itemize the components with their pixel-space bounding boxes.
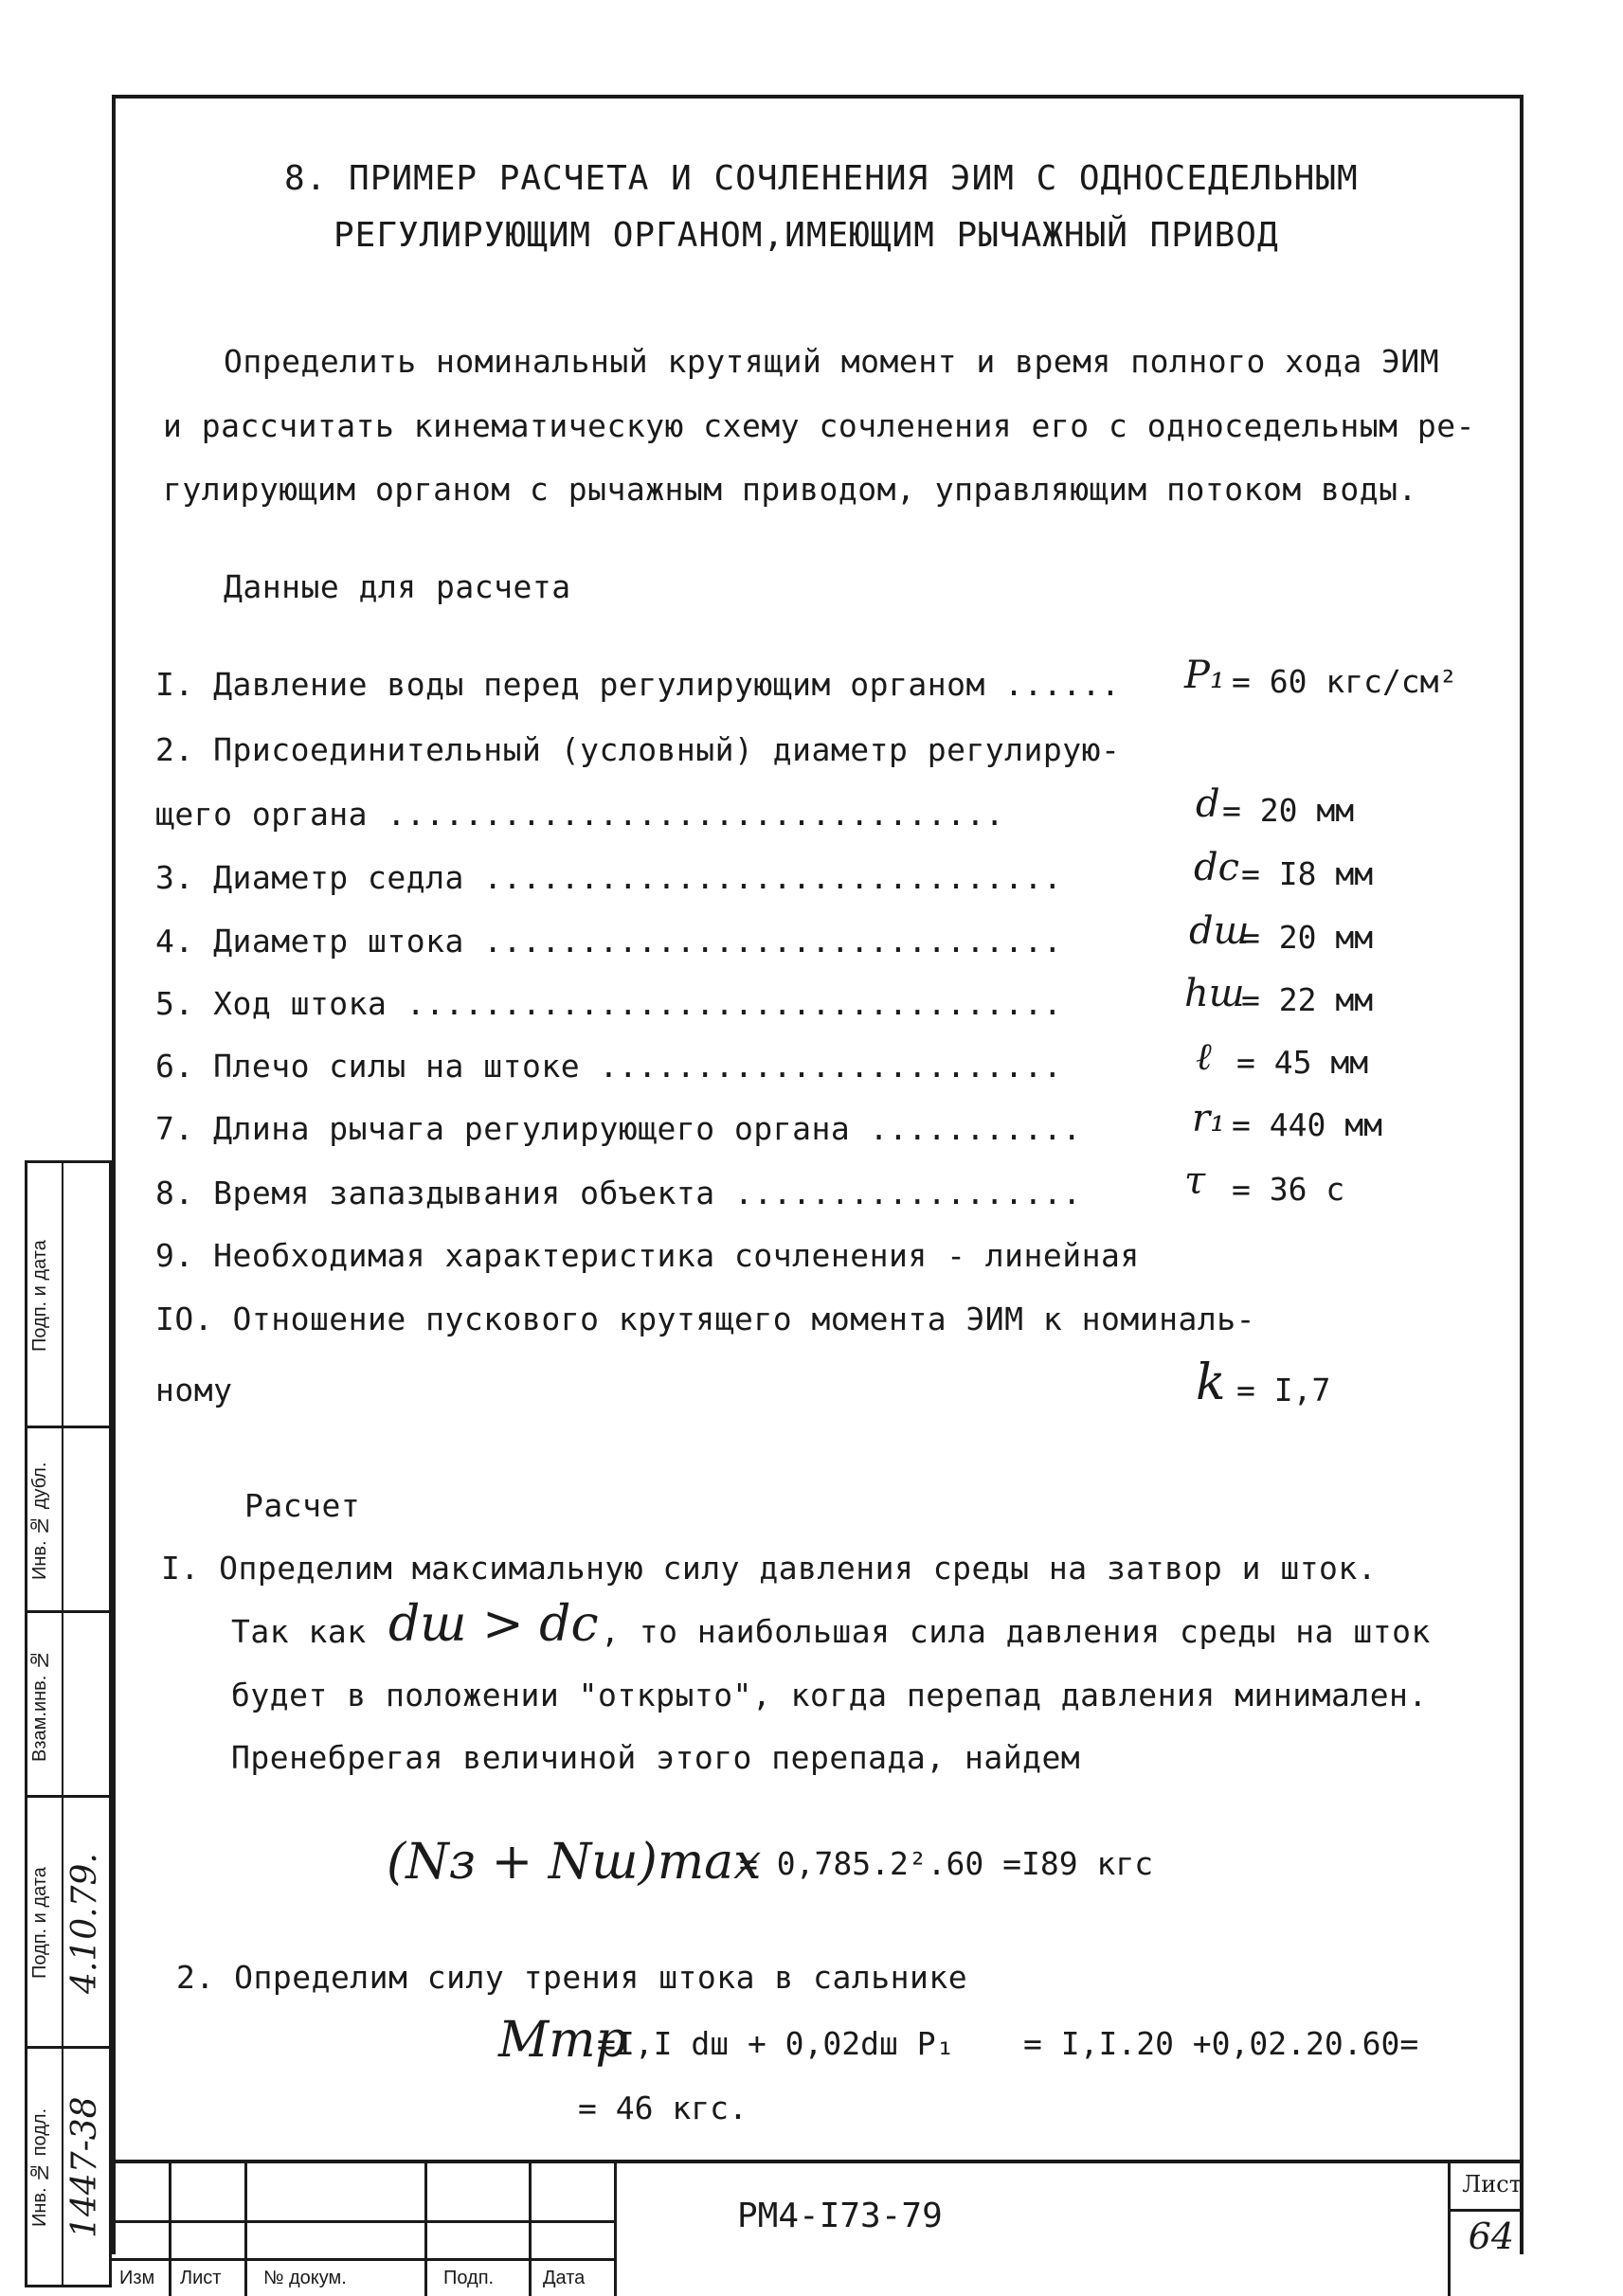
stamp-cell-2: [27, 1428, 109, 1613]
stamp-cell-5: [27, 2049, 109, 2286]
tb-v-line-5: [614, 2163, 617, 2296]
item-8-text: 8. Время запаздывания объекта ..................: [155, 1175, 1082, 1211]
item-2b-text: щего органа ................................: [155, 796, 1005, 833]
document-code: РМ4-I73-79: [737, 2197, 943, 2235]
item-7-symbol: r₁: [1192, 1097, 1226, 1140]
stamp-label-3: Взам.инв. №: [29, 1649, 50, 1762]
tb-v-line-1: [169, 2163, 171, 2296]
formula2-result: = 46 кгс.: [578, 2090, 748, 2126]
tb-col-dokum: № докум.: [263, 2268, 347, 2288]
title-block: [112, 2160, 1524, 2296]
item-1-value: = 60 кгс/см²: [1232, 663, 1458, 700]
item-4-value: = 20 мм: [1241, 919, 1374, 956]
formula2-lhs: Mтр: [498, 2012, 627, 2069]
stamp-label-1: Подп. и дата: [29, 1240, 50, 1352]
item-7-text: 7. Длина рычага регулирующего органа ...........: [155, 1110, 1082, 1147]
calc1-line1: I. Определим максимальную силу давления среды на затвор и шток.: [161, 1550, 1378, 1587]
tb-h-line-2: [112, 2258, 614, 2261]
formula2-rhs: = I,I.20 +0,02.20.60=: [1023, 2025, 1419, 2062]
calc2-line: 2. Определим силу трения штока в сальнике: [176, 1959, 968, 1996]
tb-v-line-6: [1448, 2163, 1451, 2296]
tb-col-izm: Изм: [119, 2268, 155, 2288]
calc1-line2-start: Так как: [231, 1613, 367, 1650]
stamp-column: [25, 1160, 112, 2287]
tb-col-data: Дата: [543, 2268, 586, 2288]
item-6-value: = 45 мм: [1236, 1044, 1369, 1081]
item-10-text: IO. Отношение пускового крутящего момента ЭИМ к номиналь-: [155, 1300, 1255, 1337]
item-5-text: 5. Ход штока ..................................: [155, 985, 1063, 1022]
intro-line-3: гулирующим органом с рычажным приводом, управляющим потоком воды.: [163, 471, 1417, 508]
intro-line-2: и рассчитать кинематическую схему сочленения его с односедельным ре-: [163, 407, 1476, 444]
item-2-value: = 20 мм: [1222, 792, 1355, 829]
item-5-symbol: hш: [1184, 972, 1245, 1015]
item-3-text: 3. Диаметр седла ..............................: [155, 859, 1063, 896]
item-6-text: 6. Плечо силы на штоке ........................: [155, 1048, 1063, 1085]
formula1-rhs: = 0,785.2².60 =I89 кгс: [739, 1845, 1154, 1882]
stamp-cell-1: [27, 1163, 109, 1428]
section-title-line1: 8. ПРИМЕР РАСЧЕТА И СОЧЛЕНЕНИЯ ЭИМ С ОДНОСЕДЕЛЬНЫМ: [284, 159, 1359, 198]
item-8-value: = 36 с: [1232, 1171, 1345, 1208]
calc1-line4: Пренебрегая величиной этого перепада, найдем: [231, 1739, 1081, 1776]
calc1-condition: dш > dс: [388, 1596, 599, 1653]
tb-v-line-4: [529, 2163, 532, 2296]
formula1-lhs: (Nз + Nш)max: [387, 1834, 762, 1891]
calc1-line2-end: , то наибольшая сила давления среды на шток: [601, 1613, 1431, 1650]
sheet-label: Лист: [1462, 2171, 1522, 2197]
item-3-symbol: dс: [1194, 846, 1240, 889]
section-title-line2: РЕГУЛИРУЮЩИМ ОРГАНОМ,ИМЕЮЩИМ РЫЧАЖНЫЙ ПРИВОД: [334, 216, 1279, 255]
item-10-value: = I,7: [1236, 1372, 1331, 1408]
stamp-date-handwritten: 4.10.79.: [65, 1853, 104, 1994]
item-2-text: 2. Присоединительный (условный) диаметр регулирую-: [155, 731, 1121, 768]
formula2-mid: =I,I dш + 0,02dш P₁: [597, 2025, 955, 2062]
calc1-line3: будет в положении "открыто", когда перепад давления минимален.: [231, 1677, 1428, 1713]
tb-col-list: Лист: [180, 2268, 222, 2288]
item-10b-text: ному: [155, 1372, 233, 1408]
item-10-symbol: k: [1196, 1354, 1226, 1411]
item-7-value: = 440 мм: [1232, 1106, 1382, 1143]
intro-line-1: Определить номинальный крутящий момент и время полного хода ЭИМ: [224, 343, 1440, 380]
sheet-number: 64: [1468, 2215, 1514, 2257]
tb-v-line-2: [244, 2163, 247, 2296]
item-3-value: = I8 мм: [1241, 855, 1374, 892]
stamp-label-4: Подп. и дата: [29, 1867, 50, 1980]
tb-h-line-1: [112, 2220, 614, 2223]
item-6-symbol: ℓ: [1196, 1035, 1212, 1079]
tb-h-line-3: [1448, 2209, 1524, 2212]
stamp-cell-3: [27, 1613, 109, 1798]
item-9-text: 9. Необходимая характеристика сочленения - линейная: [155, 1237, 1140, 1274]
item-1-symbol: P₁: [1184, 654, 1225, 697]
stamp-label-2: Инв. № дубл.: [29, 1462, 50, 1580]
stamp-cell-4: [27, 1798, 109, 2049]
item-8-symbol: τ: [1184, 1159, 1206, 1203]
tb-v-line-3: [424, 2163, 427, 2296]
calc-heading: Расчет: [244, 1487, 361, 1524]
tb-col-podp: Подп.: [443, 2268, 495, 2288]
data-heading: Данные для расчета: [224, 568, 571, 605]
item-2-symbol: d: [1196, 782, 1220, 826]
item-4-symbol: dш: [1189, 909, 1250, 953]
item-5-value: = 22 мм: [1241, 981, 1374, 1018]
item-1-text: I. Давление воды перед регулирующим органом ......: [155, 666, 1121, 703]
item-4-text: 4. Диаметр штока ..............................: [155, 923, 1063, 960]
stamp-label-5: Инв. № подл.: [29, 2108, 50, 2227]
stamp-inv-handwritten: 1447-38: [65, 2096, 104, 2238]
